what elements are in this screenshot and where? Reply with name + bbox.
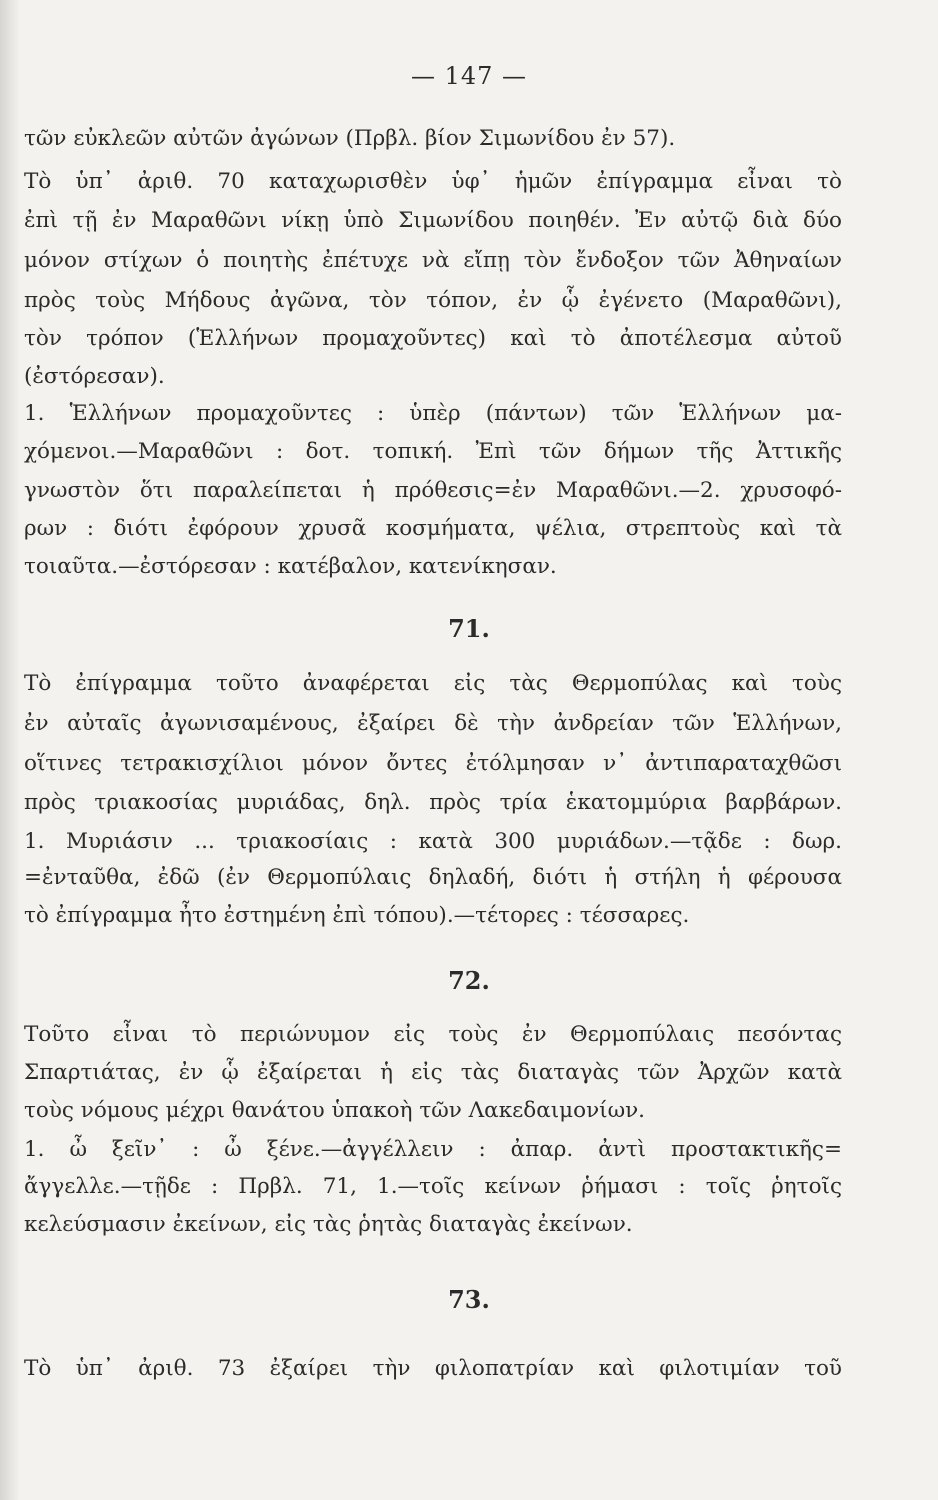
page-number: — 147 — bbox=[410, 62, 528, 90]
page-spine-shadow bbox=[0, 0, 20, 1500]
text-line: τὸν τρόπον (Ἑλλήνων προμαχοῦντες) καὶ τὸ ἀποτέλεσμα αὐτοῦ bbox=[24, 326, 842, 351]
text-line: πρὸς τοὺς Μήδους ἀγῶνα, τὸν τόπον, ἐν ᾧ ἐγένετο (Μαραθῶνι), bbox=[24, 288, 842, 313]
text-line: ἄγγελλε.—τῇδε : Πρβλ. 71, 1.—τοῖς κείνων ῥήμασι : τοῖς ῥητοῖς bbox=[24, 1174, 842, 1199]
text-line: Τοῦτο εἶναι τὸ περιώνυμον εἰς τοὺς ἐν Θερμοπύλαις πεσόντας bbox=[24, 1022, 842, 1047]
section-heading-73: 73. bbox=[448, 1285, 490, 1314]
text-line: 1. Μυριάσιν ... τριακοσίαις : κατὰ 300 μυριάδων.—τᾷδε : δωρ. bbox=[24, 829, 842, 854]
text-line: ρων : διότι ἐφόρουν χρυσᾶ κοσμήματα, ψέλια, στρεπτοὺς καὶ τὰ bbox=[24, 516, 842, 541]
text-line: Τὸ ὑπ᾿ ἀριθ. 73 ἐξαίρει τὴν φιλοπατρίαν καὶ φιλοτιμίαν τοῦ bbox=[24, 1356, 842, 1381]
text-line: χόμενοι.—Μαραθῶνι : δοτ. τοπική. Ἐπὶ τῶν δήμων τῆς Ἀττικῆς bbox=[24, 439, 842, 464]
text-line: κελεύσμασιν ἐκείνων, εἰς τὰς ῥητὰς διαταγὰς ἐκείνων. bbox=[24, 1212, 633, 1237]
text-line: (ἐστόρεσαν). bbox=[24, 364, 165, 389]
text-line: πρὸς τριακοσίας μυριάδας, δηλ. πρὸς τρία ἑκατομμύρια βαρβάρων. bbox=[24, 790, 842, 815]
section-heading-72: 72. bbox=[448, 966, 490, 995]
text-line: τὸ ἐπίγραμμα ἦτο ἐστημένη ἐπὶ τόπου).—τέτορες : τέσσαρες. bbox=[24, 903, 690, 928]
text-line: τοὺς νόμους μέχρι θανάτου ὑπακοὴ τῶν Λακεδαιμονίων. bbox=[24, 1098, 646, 1123]
text-line: μόνον στίχων ὁ ποιητὴς ἐπέτυχε νὰ εἴπῃ τὸν ἔνδοξον τῶν Ἀθηναίων bbox=[24, 248, 842, 273]
text-line: τοιαῦτα.—ἐστόρεσαν : κατέβαλον, κατενίκησαν. bbox=[24, 554, 557, 579]
text-line: 1. ὦ ξεῖν᾿ : ὦ ξένε.—ἀγγέλλειν : ἀπαρ. ἀντὶ προστακτικῆς= bbox=[24, 1137, 842, 1162]
text-line: οἵτινες τετρακισχίλιοι μόνον ὄντες ἐτόλμησαν ν᾿ ἀντιπαραταχθῶσι bbox=[24, 751, 842, 776]
text-line: γνωστὸν ὅτι παραλείπεται ἡ πρόθεσις=ἐν Μαραθῶνι.—2. χρυσοφό- bbox=[24, 478, 842, 503]
text-line: ἐπὶ τῇ ἐν Μαραθῶνι νίκῃ ὑπὸ Σιμωνίδου ποιηθέν. Ἐν αὐτῷ διὰ δύο bbox=[24, 208, 842, 233]
text-line: Τὸ ἐπίγραμμα τοῦτο ἀναφέρεται εἰς τὰς Θερμοπύλας καὶ τοὺς bbox=[24, 671, 842, 696]
text-line: Σπαρτιάτας, ἐν ᾧ ἐξαίρεται ἡ εἰς τὰς διαταγὰς τῶν Ἀρχῶν κατὰ bbox=[24, 1060, 842, 1085]
text-line: 1. Ἑλλήνων προμαχοῦντες : ὑπὲρ (πάντων) τῶν Ἑλλήνων μα- bbox=[24, 401, 842, 426]
text-line: ἐν αὐταῖς ἀγωνισαμένους, ἐξαίρει δὲ τὴν ἀνδρείαν τῶν Ἑλλήνων, bbox=[24, 711, 842, 736]
text-line: Τὸ ὑπ᾿ ἀριθ. 70 καταχωρισθὲν ὑφ᾿ ἡμῶν ἐπίγραμμα εἶναι τὸ bbox=[24, 169, 842, 194]
section-heading-71: 71. bbox=[448, 614, 490, 643]
text-line: τῶν εὐκλεῶν αὐτῶν ἀγώνων (Πρβλ. βίον Σιμωνίδου ἐν 57). bbox=[24, 126, 676, 151]
text-line: =ἐνταῦθα, ἐδῶ (ἐν Θερμοπύλαις δηλαδή, διότι ἡ στήλη ἡ φέρουσα bbox=[24, 865, 842, 890]
